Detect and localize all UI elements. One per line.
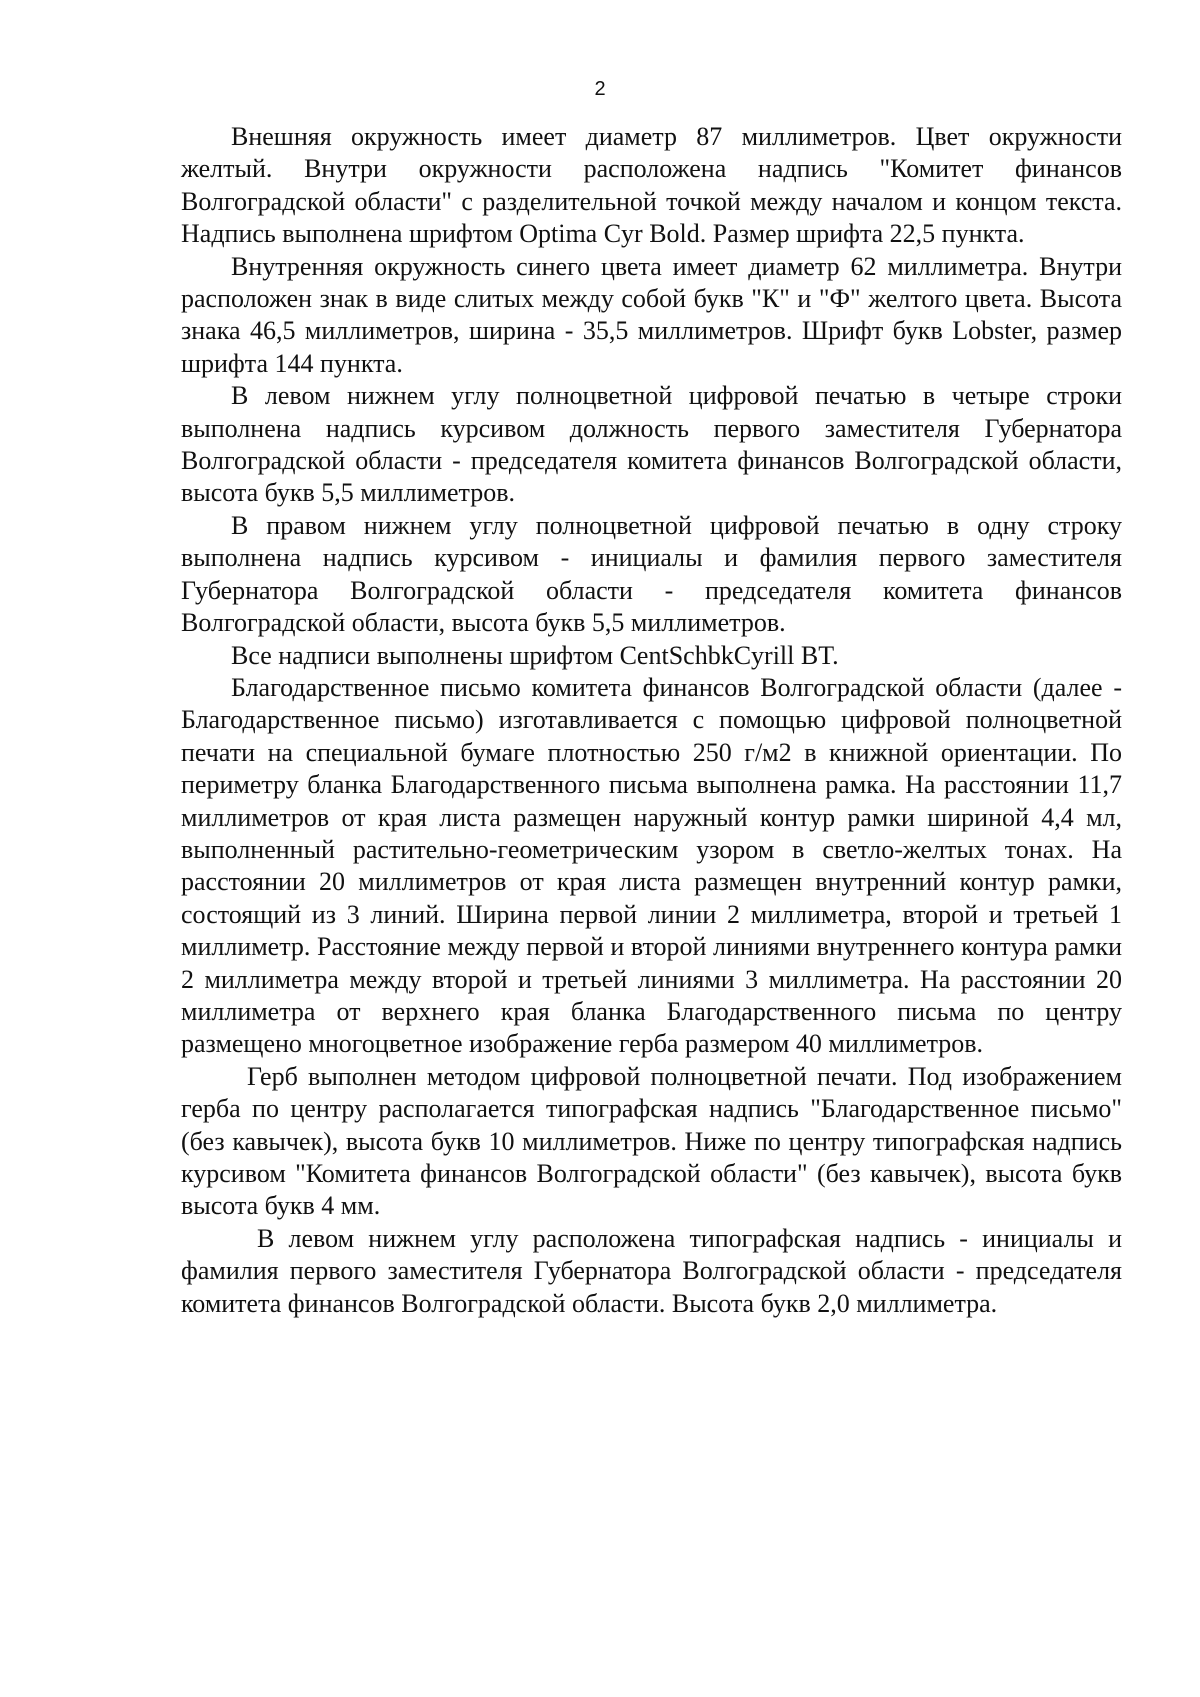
document-body: [181, 121, 1122, 1320]
paragraph-lower-right-inscription: В правом нижнем углу полноцветной цифровой печатью в одну строку выполнена надпись курсивом - инициалы и фамилия первого заместителя Губернатора Волгоградской области - председателя комитета финансов Волгоградской области, высота букв 5,5 миллиметров.: [181, 510, 1122, 638]
paragraph-signature-inscription: В левом нижнем углу расположена типографская надпись - инициалы и фамилия первого заместителя Губернатора Волгоградской области - председателя комитета финансов Волгоградской области. Высота букв 2,0 миллиметра.: [181, 1223, 1122, 1318]
paragraph-fonts: Все надписи выполнены шрифтом CentSchbkCyrill BT.: [231, 640, 839, 670]
paragraph-lower-left-inscription: В левом нижнем углу полноцветной цифровой печатью в четыре строки выполнена надпись курсивом должность первого заместителя Губернатора Волгоградской области - председателя комитета финансов Волгоградской области, высота букв 5,5 миллиметров.: [181, 381, 1122, 508]
paragraph-inner-circle: Внутренняя окружность синего цвета имеет диаметр 62 миллиметра. Внутри расположен знак в виде слитых между собой букв "К" и "Ф" желтого цвета. Высота знака 46,5 миллиметров, ширина - 35,5 миллиметров. Шрифт букв Lobster, размер шрифта 144 пункта.: [181, 251, 1122, 378]
paragraph-coat-of-arms: Герб выполнен методом цифровой полноцветной печати. Под изображением герба по центру располагается типографская надпись "Благодарственное письмо" (без кавычек), высота букв 10 миллиметров. Ниже по центру типографская надпись курсивом "Комитета финансов Волгоградской области" (без кавычек), высота букв высота букв 4 мм.: [181, 1061, 1122, 1221]
paragraph-outer-circle: Внешняя окружность имеет диаметр 87 миллиметров. Цвет окружности желтый. Внутри окружности расположена надпись "Комитет финансов Волгоградской области" с разделительной точкой между началом и концом текста. Надпись выполнена шрифтом Optima Cyr Bold. Размер шрифта 22,5 пункта.: [181, 122, 1122, 249]
paragraph-letter-description: Благодарственное письмо комитета финансов Волгоградской области (далее - Благодарственное письмо) изготавливается с помощью цифровой полноцветной печати на специальной бумаге плотностью 250 г/м2 в книжной ориентации. По периметру бланка Благодарственного письма выполнена рамка. На расстоянии 11,7 миллиметров от края листа размещен наружный контур рамки шириной 4,4 мл, выполненный растительно-геометрическим узором в светло-желтых тонах. На расстоянии 20 миллиметров от края листа размещен внутренний контур рамки, состоящий из 3 линий. Ширина первой линии 2 миллиметра, второй и третьей 1 миллиметр. Расстояние между первой и второй линиями внутреннего контура рамки 2 миллиметра между второй и третьей линиями 3 миллиметра. На расстоянии 20 миллиметра от верхнего края бланка Благодарственного письма по центру размещено многоцветное изображение герба размером 40 миллиметров.: [181, 672, 1122, 1059]
page-number: 2: [594, 78, 606, 100]
